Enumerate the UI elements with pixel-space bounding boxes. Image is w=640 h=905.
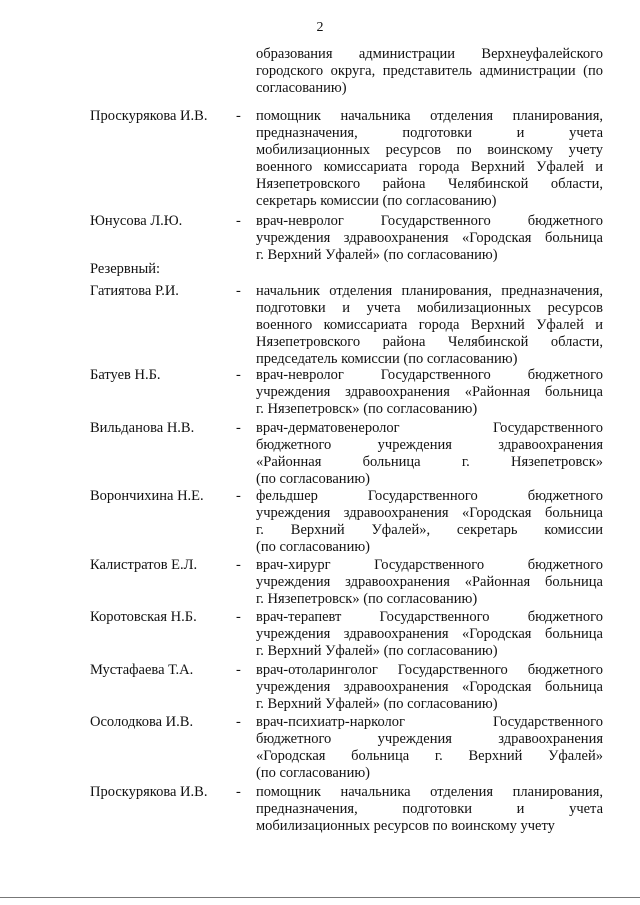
member-name: Батуев Н.Б. <box>90 367 161 383</box>
dash-separator: - <box>236 557 241 573</box>
dash-separator: - <box>236 784 241 800</box>
description-line: образования администрации Верхнеуфалейского <box>256 46 603 62</box>
reserve-section-label: Резервный: <box>90 261 161 277</box>
description-line: «Городская больница г. Верхний Уфалей» <box>256 747 603 764</box>
member-role-description <box>256 420 603 488</box>
description-line: врач-невролог Государственного бюджетного <box>256 213 603 229</box>
dash-separator: - <box>236 420 241 436</box>
description-line: фельдшер Государственного бюджетного <box>256 488 603 504</box>
member-role-description <box>256 283 603 368</box>
description-line: учреждения здравоохранения «Городская больница <box>256 504 603 521</box>
dash-separator: - <box>236 283 241 299</box>
description-line: врач-психиатр-нарколог Государственного <box>256 714 603 730</box>
description-line: бюджетного учреждения здравоохранения <box>256 730 603 747</box>
description-line: согласованию) <box>256 79 347 96</box>
member-name: Коротовская Н.Б. <box>90 609 197 625</box>
dash-separator: - <box>236 213 241 229</box>
member-role-description <box>256 108 603 209</box>
description-line: г. Нязепетровск» (по согласованию) <box>256 400 478 417</box>
member-role-description <box>256 557 603 608</box>
description-line: учреждения здравоохранения «Городская больница <box>256 678 603 695</box>
description-line: г. Верхний Уфалей», секретарь комиссии <box>256 521 603 538</box>
description-line: Нязепетровского района Челябинской области, <box>256 333 603 350</box>
description-line: (по согласованию) <box>256 538 370 555</box>
description-line: мобилизационных ресурсов по воинскому учету <box>256 817 555 834</box>
dash-separator: - <box>236 714 241 730</box>
member-name: Проскурякова И.В. <box>90 784 208 800</box>
description-line: мобилизационных ресурсов по воинскому учету <box>256 141 603 158</box>
description-line: начальник отделения планирования, предназначения, <box>256 283 603 299</box>
member-name: Юнусова Л.Ю. <box>90 213 183 229</box>
description-line: врач-отоларинголог Государственного бюджетного <box>256 662 603 678</box>
member-role-description <box>256 46 603 97</box>
member-role-description <box>256 714 603 782</box>
description-line: бюджетного учреждения здравоохранения <box>256 436 603 453</box>
description-line: предназначения, подготовки и учета <box>256 124 603 141</box>
description-line: военного комиссариата города Верхний Уфалей и <box>256 316 603 333</box>
description-line: г. Верхний Уфалей» (по согласованию) <box>256 642 498 659</box>
member-name: Ворончихина Н.Е. <box>90 488 204 504</box>
page-bottom-edge <box>0 897 640 898</box>
description-line: учреждения здравоохранения «Районная больница <box>256 573 603 590</box>
description-line: военного комиссариата города Верхний Уфалей и <box>256 158 603 175</box>
description-line: учреждения здравоохранения «Городская больница <box>256 625 603 642</box>
description-line: учреждения здравоохранения «Городская больница <box>256 229 603 246</box>
description-line: врач-невролог Государственного бюджетного <box>256 367 603 383</box>
description-line: г. Нязепетровск» (по согласованию) <box>256 590 478 607</box>
description-line: подготовки и учета мобилизационных ресурсов <box>256 299 603 316</box>
member-name: Мустафаева Т.А. <box>90 662 194 678</box>
dash-separator: - <box>236 662 241 678</box>
member-name: Проскурякова И.В. <box>90 108 208 124</box>
member-role-description <box>256 609 603 660</box>
description-line: (по согласованию) <box>256 470 370 487</box>
description-line: секретарь комиссии (по согласованию) <box>256 192 497 209</box>
page-number: 2 <box>316 20 324 35</box>
member-name: Вильданова Н.В. <box>90 420 195 436</box>
description-line: г. Верхний Уфалей» (по согласованию) <box>256 246 498 263</box>
dash-separator: - <box>236 367 241 383</box>
description-line: помощник начальника отделения планирования, <box>256 784 603 800</box>
member-role-description <box>256 784 603 835</box>
member-role-description <box>256 662 603 713</box>
description-line: городского округа, представитель администрации (по <box>256 62 603 79</box>
description-line: (по согласованию) <box>256 764 370 781</box>
description-line: врач-хирург Государственного бюджетного <box>256 557 603 573</box>
description-line: председатель комиссии (по согласованию) <box>256 350 518 367</box>
member-role-description <box>256 213 603 264</box>
member-name: Гатиятова Р.И. <box>90 283 179 299</box>
description-line: врач-терапевт Государственного бюджетного <box>256 609 603 625</box>
dash-separator: - <box>236 108 241 124</box>
member-name: Калистратов Е.Л. <box>90 557 198 573</box>
description-line: врач-дерматовенеролог Государственного <box>256 420 603 436</box>
description-line: Нязепетровского района Челябинской области, <box>256 175 603 192</box>
member-role-description <box>256 488 603 556</box>
description-line: учреждения здравоохранения «Районная больница <box>256 383 603 400</box>
member-name: Осолодкова И.В. <box>90 714 194 730</box>
dash-separator: - <box>236 488 241 504</box>
description-line: г. Верхний Уфалей» (по согласованию) <box>256 695 498 712</box>
description-line: «Районная больница г. Нязепетровск» <box>256 453 603 470</box>
dash-separator: - <box>236 609 241 625</box>
description-line: предназначения, подготовки и учета <box>256 800 603 817</box>
description-line: помощник начальника отделения планирования, <box>256 108 603 124</box>
member-role-description <box>256 367 603 418</box>
